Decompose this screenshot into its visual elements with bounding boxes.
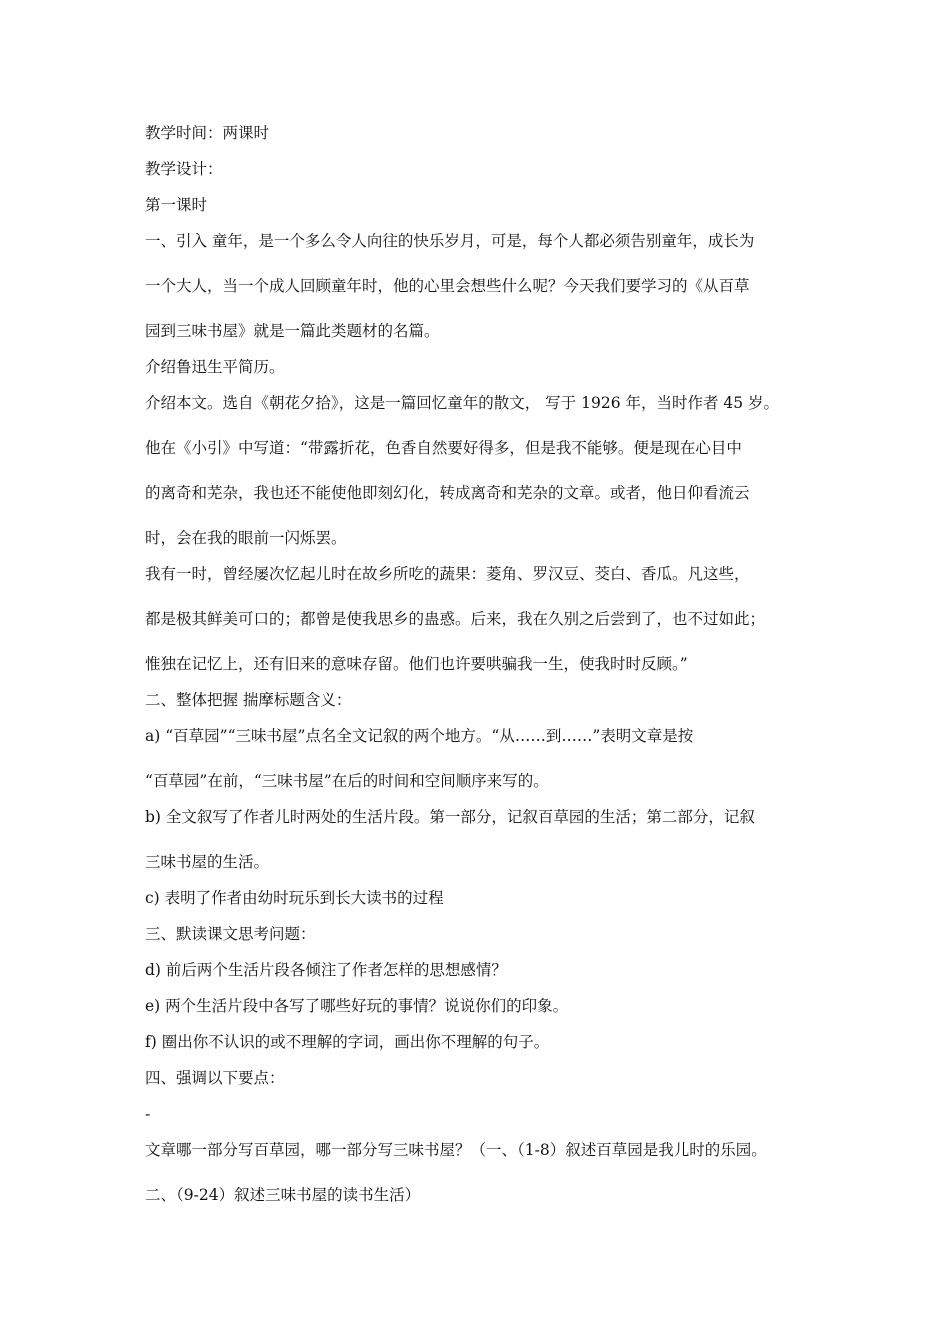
quote-line-1: 我有一时，曾经屡次忆起儿时在故乡所吃的蔬果：菱角、罗汉豆、茭白、香瓜。凡这些， [145, 565, 750, 583]
item-b-line-2: 三味书屋的生活。 [145, 853, 270, 871]
structure-line-2: 二、（9-24）叙述三味书屋的读书生活） [145, 1186, 421, 1204]
quote-line-3: 惟独在记忆上，还有旧来的意味存留。他们也许要哄骗我一生，使我时时反顾。” [145, 655, 688, 673]
section-4-heading: 四、强调以下要点： [145, 1069, 285, 1087]
item-c-line: c) 表明了作者由幼时玩乐到长大读书的过程 [145, 889, 444, 907]
item-e-line: e) 两个生活片段中各写了哪些好玩的事情？说说你们的印象。 [145, 997, 569, 1015]
document-body [145, 122, 825, 1206]
section-1-intro-line-1: 一、引入 童年，是一个多么令人向往的快乐岁月，可是，每个人都必须告别童年，成长为 [145, 232, 755, 250]
text-intro-line-1: 介绍本文。选自《朝花夕拾》，这是一篇回忆童年的散文， 写于 1926 年，当时作者 45 岁。 [145, 394, 780, 412]
item-d-line: d) 前后两个生活片段各倾注了作者怎样的思想感情？ [145, 961, 507, 979]
section-1-intro-line-3: 园到三味书屋》就是一篇此类题材的名篇。 [145, 322, 440, 340]
quote-line-2: 都是极其鲜美可口的；都曾是使我思乡的蛊惑。后来，我在久别之后尝到了，也不过如此； [145, 610, 766, 628]
dash-marker: - [145, 1105, 151, 1123]
section-1-intro-line-2: 一个大人，当一个成人回顾童年时，他的心里会想些什么呢？今天我们要学习的《从百草 [145, 277, 750, 295]
item-b-line-1: b) 全文叙写了作者儿时两处的生活片段。第一部分，记叙百草园的生活；第二部分，记叙 [145, 808, 755, 826]
text-intro-line-3: 的离奇和芜杂，我也还不能使他即刻幻化，转成离奇和芜杂的文章。或者，他日仰看流云 [145, 484, 750, 502]
structure-line-1: 文章哪一部分写百草园，哪一部分写三味书屋？（一、（1-8）叙述百草园是我儿时的乐园。 [145, 1141, 767, 1159]
teaching-design-line: 教学设计： [145, 160, 223, 178]
first-lesson-heading: 第一课时 [145, 196, 208, 214]
text-intro-line-4: 时，会在我的眼前一闪烁罢。 [145, 529, 347, 547]
luxun-bio-line: 介绍鲁迅生平简历。 [145, 358, 285, 376]
item-f-line: f) 圈出你不认识的或不理解的字词，画出你不理解的句子。 [145, 1033, 550, 1051]
section-2-heading: 二、整体把握 揣摩标题含义： [145, 691, 352, 709]
item-a-line-2: “百草园”在前，“三味书屋”在后的时间和空间顺序来写的。 [145, 772, 549, 790]
section-3-heading: 三、默读课文思考问题： [145, 925, 316, 943]
item-a-line-1: a) “百草园”“三味书屋”点名全文记叙的两个地方。“从……到……”表明文章是按 [145, 727, 694, 745]
text-intro-line-2: 他在《小引》中写道：“带露折花，色香自然要好得多，但是我不能够。便是现在心目中 [145, 439, 742, 457]
teaching-time-line: 教学时间：两课时 [145, 124, 270, 142]
